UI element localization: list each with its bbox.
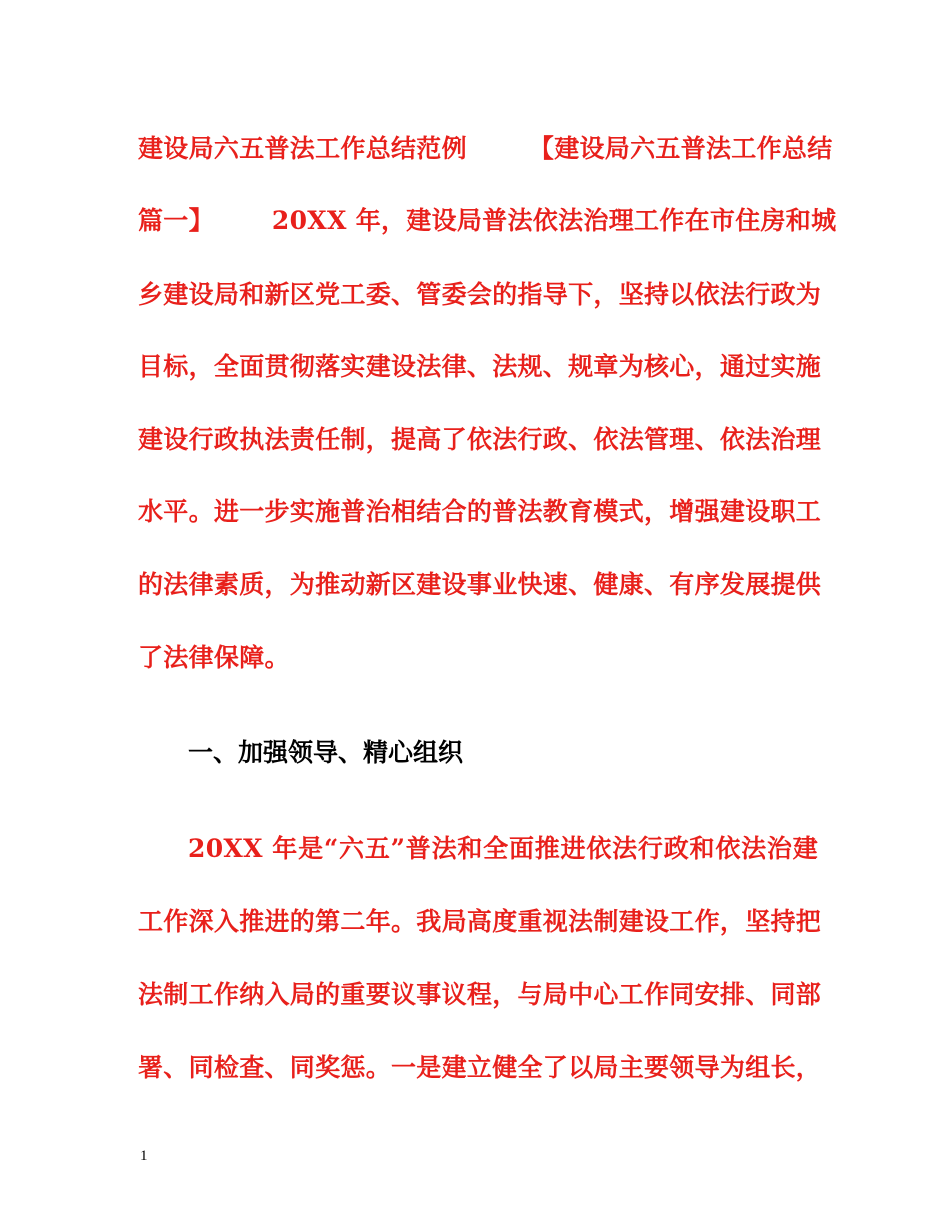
para1-line-1 [138, 206, 837, 236]
section-label-part2: 篇一】 [138, 206, 214, 235]
para2-line-1: 20XX 年是“六五”普法和全面推进依法行政和依法治建 [188, 834, 818, 863]
document-title: 建设局六五普法工作总结范例 [138, 134, 467, 163]
page-number: 1 [140, 1148, 148, 1164]
para1-line-5: 水平。进一步实施普治相结合的普法教育模式，增强建设职工 [138, 497, 822, 526]
title-line [138, 134, 833, 164]
section-label-part1: 【建设局六五普法工作总结 [528, 134, 833, 163]
para1-line-2: 乡建设局和新区党工委、管委会的指导下，坚持以依法行政为 [138, 280, 822, 309]
para1-text-start: 20XX 年，建设局普法依法治理工作在市住房和城 [271, 206, 837, 235]
para2-line-4: 署、同检查、同奖惩。一是建立健全了以局主要领导为组长， [138, 1053, 822, 1082]
para2-line-2: 工作深入推进的第二年。我局高度重视法制建设工作，坚持把 [138, 907, 822, 936]
para1-line-4: 建设行政执法责任制，提高了依法行政、依法管理、依法治理 [138, 425, 822, 454]
section-heading-1: 一、加强领导、精心组织 [188, 738, 464, 767]
para1-line-3: 目标，全面贯彻落实建设法律、法规、规章为核心，通过实施 [138, 352, 822, 381]
para1-line-6: 的法律素质，为推动新区建设事业快速、健康、有序发展提供 [138, 570, 822, 599]
para1-line-7: 了法律保障。 [138, 643, 290, 672]
para2-line-3: 法制工作纳入局的重要议事议程，与局中心工作同安排、同部 [138, 980, 822, 1009]
